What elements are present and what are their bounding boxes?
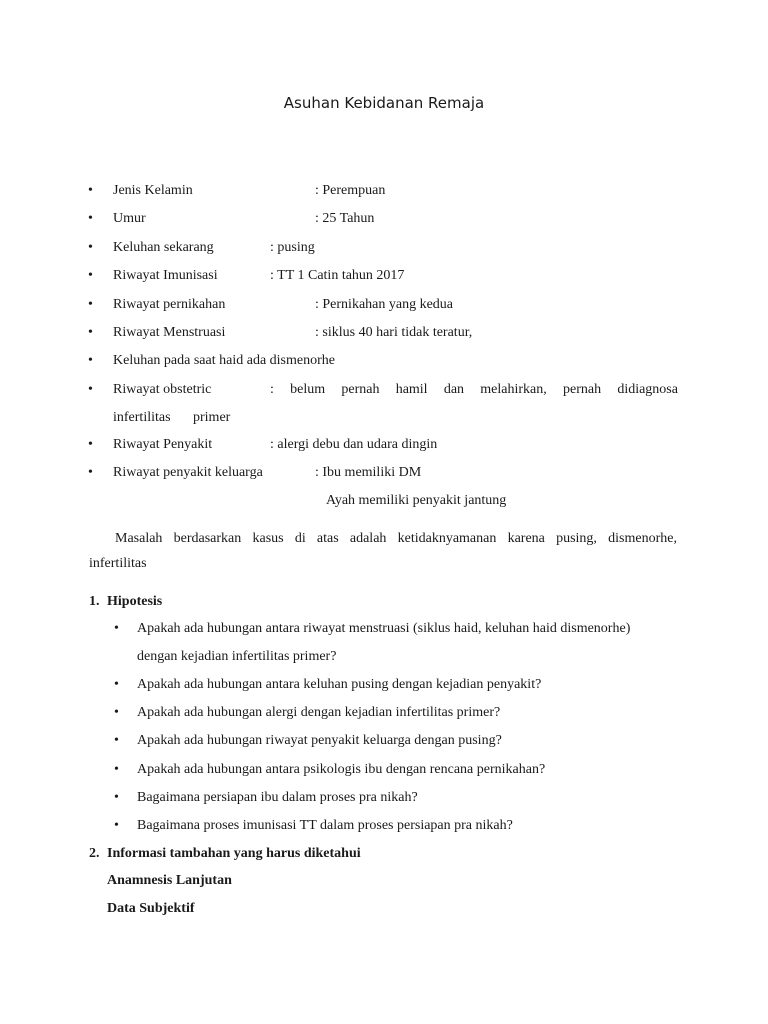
section2-number: 2. (89, 846, 100, 861)
bullet-icon: • (88, 325, 93, 340)
bullet-icon: • (88, 268, 93, 283)
bullet-icon: • (114, 818, 119, 833)
info-value-umur: : 25 Tahun (315, 211, 375, 226)
word: karena (507, 531, 545, 546)
word: didiagnosa (617, 382, 678, 397)
info-label-umur: Umur (113, 211, 146, 226)
info-value-riwayat-penyakit-keluarga-line2: Ayah memiliki penyakit jantung (326, 493, 507, 508)
bullet-icon: • (114, 705, 119, 720)
bullet-icon: • (88, 297, 93, 312)
word: Masalah (115, 531, 163, 546)
bullet-icon: • (88, 353, 93, 368)
bullet-icon: • (88, 240, 93, 255)
obstetric-continuation-word: primer (193, 410, 231, 425)
info-label-riwayat-menstruasi: Riwayat Menstruasi (113, 325, 226, 340)
info-label-riwayat-imunisasi: Riwayat Imunisasi (113, 268, 218, 283)
word: hamil (395, 382, 428, 397)
word: dismenorhe, (608, 531, 677, 546)
bullet-icon: • (88, 183, 93, 198)
problem-paragraph-line1 (115, 531, 677, 547)
word: dan (443, 382, 465, 397)
hypothesis-item: Apakah ada hubungan antara keluhan pusing dengan kejadian penyakit? (137, 677, 542, 692)
info-label-riwayat-pernikahan: Riwayat pernikahan (113, 297, 226, 312)
word: berdasarkan (173, 531, 242, 546)
info-value-riwayat-penyakit-keluarga: : Ibu memiliki DM (315, 465, 422, 480)
bullet-icon: • (88, 382, 93, 397)
info-value-keluhan-sekarang: : pusing (270, 240, 315, 255)
info-value-riwayat-imunisasi: : TT 1 Catin tahun 2017 (270, 268, 405, 283)
info-label-riwayat-obstetric: Riwayat obstetric (113, 382, 212, 397)
bullet-icon: • (114, 790, 119, 805)
bullet-icon: • (88, 465, 93, 480)
word: pernah (341, 382, 380, 397)
obstetric-continuation-word: infertilitas (113, 410, 171, 425)
bullet-icon: • (114, 677, 119, 692)
info-label-keluhan-sekarang: Keluhan sekarang (113, 240, 214, 255)
info-value-riwayat-penyakit: : alergi debu dan udara dingin (270, 437, 438, 452)
info-value-riwayat-obstetric (270, 382, 678, 398)
info-value-riwayat-menstruasi: : siklus 40 hari tidak teratur, (315, 325, 473, 340)
info-label-jenis-kelamin: Jenis Kelamin (113, 183, 193, 198)
word: : (270, 382, 274, 397)
section1-number: 1. (89, 594, 100, 609)
info-label-riwayat-penyakit: Riwayat Penyakit (113, 437, 213, 452)
section2-subheading-anamnesis: Anamnesis Lanjutan (107, 873, 232, 888)
bullet-icon: • (88, 437, 93, 452)
hypothesis-item: Apakah ada hubungan antara psikologis ibu dengan rencana pernikahan? (137, 762, 546, 777)
hypothesis-item: Bagaimana proses imunisasi TT dalam proses persiapan pra nikah? (137, 818, 513, 833)
word: adalah (349, 531, 387, 546)
word: belum (290, 382, 326, 397)
bullet-icon: • (114, 733, 119, 748)
info-label-keluhan-haid: Keluhan pada saat haid ada dismenorhe (113, 353, 335, 368)
word: ketidaknyamanan (397, 531, 497, 546)
hypothesis-item: Apakah ada hubungan riwayat penyakit keluarga dengan pusing? (137, 733, 502, 748)
word: di (294, 531, 306, 546)
word: kasus (252, 531, 284, 546)
hypothesis-item: Bagaimana persiapan ibu dalam proses pra nikah? (137, 790, 418, 805)
word: pernah (562, 382, 602, 397)
section1-heading: Hipotesis (107, 594, 163, 609)
info-label-riwayat-penyakit-keluarga: Riwayat penyakit keluarga (113, 465, 263, 480)
word: melahirkan, (480, 382, 547, 397)
info-value-jenis-kelamin: : Perempuan (315, 183, 386, 198)
bullet-icon: • (88, 211, 93, 226)
problem-paragraph-line2: infertilitas (89, 556, 147, 571)
document-title: Asuhan Kebidanan Remaja (283, 94, 485, 112)
bullet-icon: • (114, 762, 119, 777)
hypothesis-item: Apakah ada hubungan antara riwayat menstruasi (siklus haid, keluhan haid dismenorhe) (137, 621, 631, 636)
word: pusing, (556, 531, 597, 546)
section2-heading: Informasi tambahan yang harus diketahui (107, 846, 361, 861)
info-value-riwayat-pernikahan: : Pernikahan yang kedua (315, 297, 454, 312)
hypothesis-item-continuation: dengan kejadian infertilitas primer? (137, 649, 337, 664)
bullet-icon: • (114, 621, 119, 636)
word: atas (316, 531, 339, 546)
section2-subheading-data-subjektif: Data Subjektif (107, 901, 195, 916)
hypothesis-item: Apakah ada hubungan alergi dengan kejadian infertilitas primer? (137, 705, 501, 720)
